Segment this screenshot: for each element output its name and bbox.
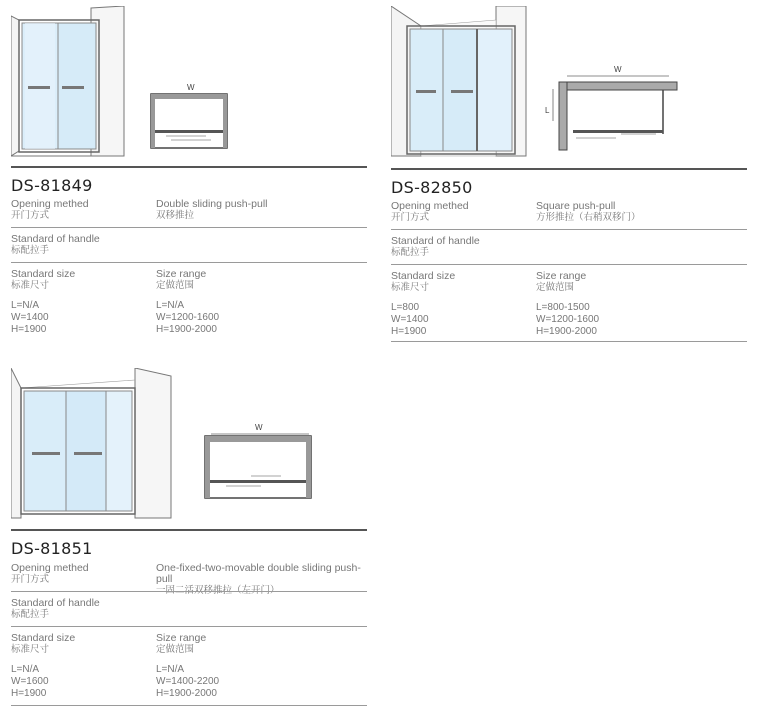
model-number: DS-82850 bbox=[391, 178, 473, 197]
model-number: DS-81849 bbox=[11, 176, 93, 195]
plan-view-diagram bbox=[205, 423, 311, 498]
opening-method-label: Opening methed bbox=[11, 562, 89, 574]
product-card-ds-82850 bbox=[391, 6, 747, 346]
size-range-label-cn: 定做范围 bbox=[156, 280, 195, 291]
width-dimension-label: W bbox=[614, 65, 622, 74]
length-dimension-label: L bbox=[545, 106, 550, 115]
shower-door-illustration bbox=[11, 6, 367, 166]
standard-width: W=1400 bbox=[391, 314, 429, 325]
range-width: W=1400-2200 bbox=[156, 676, 220, 687]
opening-method-value-cn: 方形推拉（右稍双移门） bbox=[536, 212, 641, 223]
standard-size-label: Standard size bbox=[391, 270, 456, 282]
row-divider bbox=[11, 262, 367, 263]
standard-length: L=800 bbox=[391, 302, 420, 313]
size-range-label: Size range bbox=[156, 632, 207, 644]
row-divider bbox=[11, 227, 367, 228]
product-card-ds-81851 bbox=[11, 368, 367, 708]
size-range-values bbox=[156, 664, 219, 700]
title-divider bbox=[11, 166, 367, 168]
handle-label: Standard of handle bbox=[11, 233, 100, 245]
handle-label: Standard of handle bbox=[11, 597, 100, 609]
opening-method-value: One-fixed-two-movable double sliding push-pull bbox=[156, 562, 361, 585]
range-width: W=1200-1600 bbox=[536, 314, 600, 325]
card-bottom-divider bbox=[391, 341, 747, 342]
row-divider bbox=[11, 626, 367, 627]
standard-width: W=1600 bbox=[11, 676, 49, 687]
opening-method-label-cn: 开门方式 bbox=[391, 212, 430, 223]
standard-size-label-cn: 标准尺寸 bbox=[391, 282, 430, 293]
opening-method-value-cn: 双移推拉 bbox=[156, 210, 195, 221]
title-divider bbox=[11, 529, 367, 531]
size-range-label: Size range bbox=[536, 270, 587, 282]
opening-method-label-cn: 开门方式 bbox=[11, 574, 50, 585]
size-range-values bbox=[536, 302, 599, 338]
row-divider bbox=[391, 229, 747, 230]
handle-label-cn: 标配拉手 bbox=[391, 247, 430, 258]
standard-length: L=N/A bbox=[11, 664, 40, 675]
shower-door-illustration bbox=[11, 368, 367, 530]
standard-width: W=1400 bbox=[11, 312, 49, 323]
plan-view-diagram bbox=[545, 65, 677, 150]
plan-view-diagram bbox=[151, 83, 227, 148]
range-height: H=1900-2000 bbox=[156, 688, 217, 699]
standard-height: H=1900 bbox=[11, 688, 47, 699]
opening-method-label: Opening methed bbox=[391, 200, 469, 212]
model-number: DS-81851 bbox=[11, 539, 93, 558]
row-divider bbox=[391, 264, 747, 265]
card-bottom-divider bbox=[11, 705, 367, 706]
range-length: L=N/A bbox=[156, 664, 185, 675]
standard-size-label-cn: 标准尺寸 bbox=[11, 280, 50, 291]
standard-height: H=1900 bbox=[11, 324, 47, 335]
handle-label: Standard of handle bbox=[391, 235, 480, 247]
standard-size-label-cn: 标准尺寸 bbox=[11, 644, 50, 655]
opening-method-label: Opening methed bbox=[11, 198, 89, 210]
size-range-label-cn: 定做范围 bbox=[156, 644, 195, 655]
handle-label-cn: 标配拉手 bbox=[11, 245, 50, 256]
range-length: L=N/A bbox=[156, 300, 185, 311]
standard-length: L=N/A bbox=[11, 300, 40, 311]
opening-method-value: Double sliding push-pull bbox=[156, 198, 268, 210]
row-divider bbox=[11, 591, 367, 592]
title-divider bbox=[391, 168, 747, 170]
width-dimension-label: W bbox=[255, 423, 263, 432]
standard-size-values bbox=[391, 302, 455, 338]
standard-size-label: Standard size bbox=[11, 268, 76, 280]
opening-method-label-cn: 开门方式 bbox=[11, 210, 50, 221]
opening-method-value: Square push-pull bbox=[536, 200, 616, 212]
standard-size-values bbox=[11, 664, 75, 700]
standard-height: H=1900 bbox=[391, 326, 427, 337]
shower-door-illustration bbox=[391, 6, 747, 166]
standard-size-values bbox=[11, 300, 75, 336]
size-range-label: Size range bbox=[156, 268, 207, 280]
standard-size-label: Standard size bbox=[11, 632, 76, 644]
size-range-values bbox=[156, 300, 219, 336]
size-range-label-cn: 定做范围 bbox=[536, 282, 575, 293]
width-dimension-label: W bbox=[187, 83, 195, 92]
range-height: H=1900-2000 bbox=[536, 326, 597, 337]
product-card-ds-81849 bbox=[11, 6, 367, 346]
handle-label-cn: 标配拉手 bbox=[11, 609, 50, 620]
range-length: L=800-1500 bbox=[536, 302, 590, 313]
range-width: W=1200-1600 bbox=[156, 312, 220, 323]
range-height: H=1900-2000 bbox=[156, 324, 217, 335]
